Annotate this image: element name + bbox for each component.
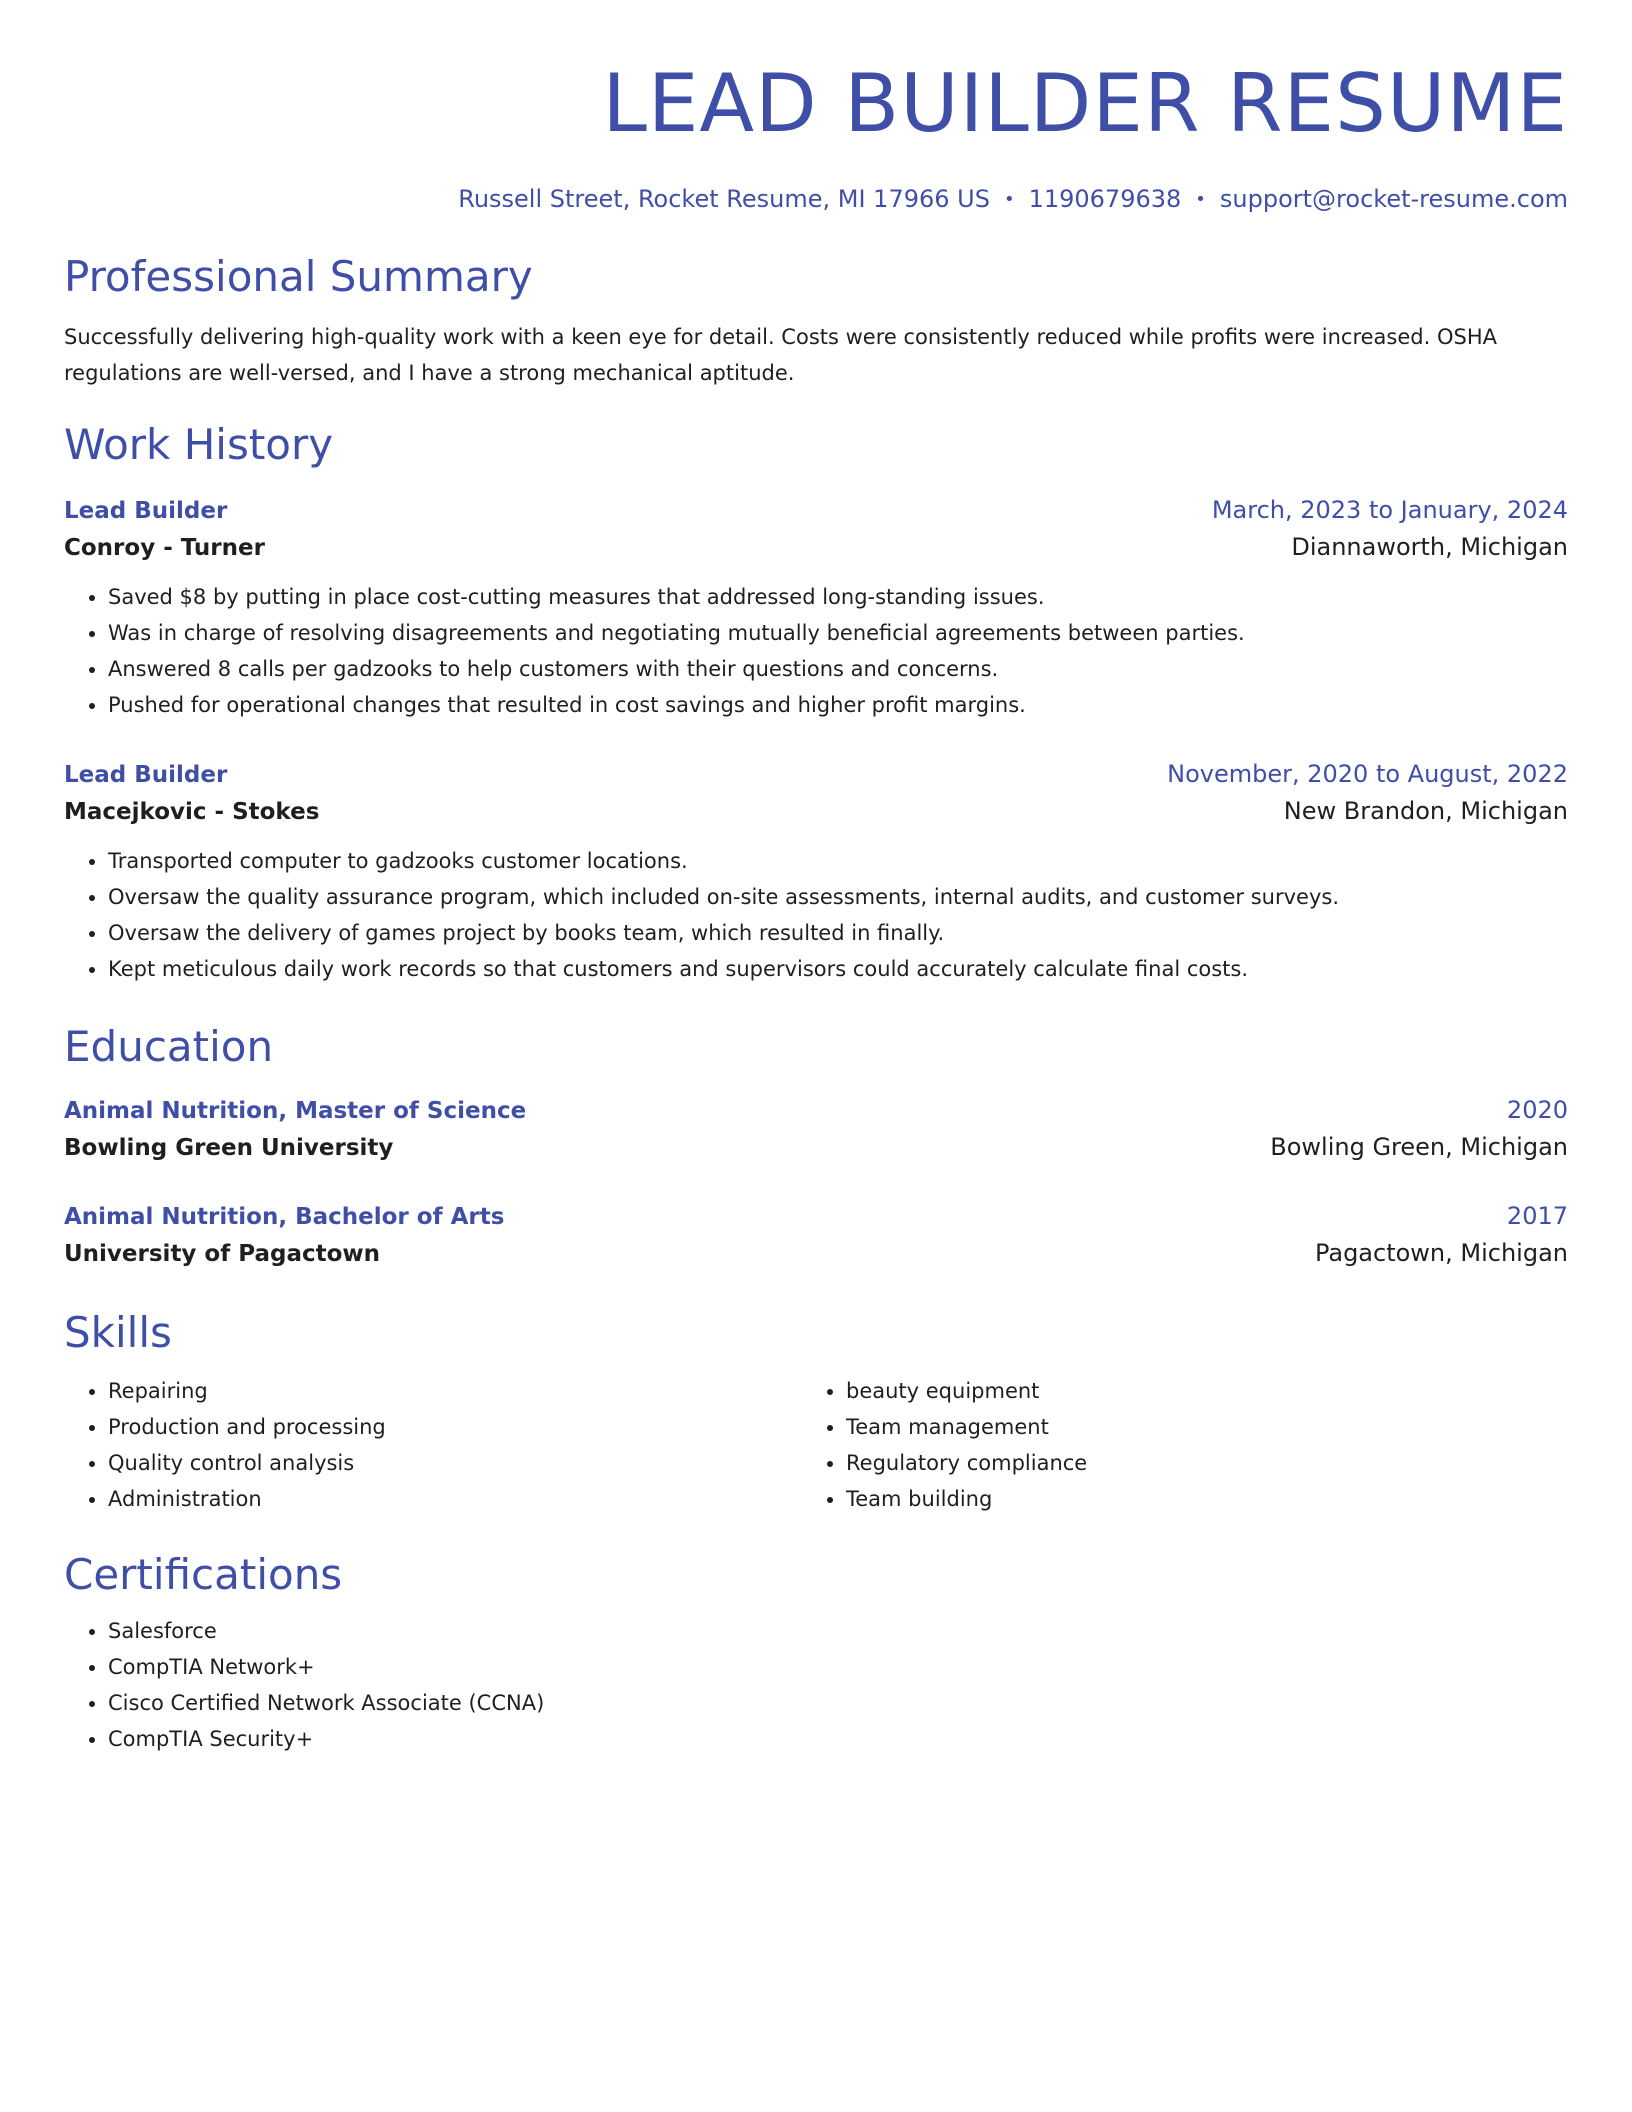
skills-list-left <box>64 1373 802 1517</box>
certification-item: • CompTIA Network+ <box>108 1649 1568 1685</box>
skill-item: • Regulatory compliance <box>846 1445 1540 1481</box>
job-bullet: • Answered 8 calls per gadzooks to help customers with their questions and concerns. <box>108 651 1568 687</box>
section-heading-certifications: Certifications <box>64 1550 343 1599</box>
education-degree: Animal Nutrition, Bachelor of Arts <box>64 1204 505 1230</box>
education-location: Bowling Green, Michigan <box>1270 1133 1568 1161</box>
job-bullet: • Transported computer to gadzooks customer locations. <box>108 843 1568 879</box>
skills-list-right <box>802 1373 1540 1517</box>
job-title: Lead Builder <box>64 498 228 524</box>
contact-separator: • <box>1195 189 1206 210</box>
contact-email: support@rocket-resume.com <box>1219 185 1568 213</box>
education-school: University of Pagactown <box>64 1241 381 1267</box>
contact-line <box>64 184 1568 215</box>
skill-item: • Team building <box>846 1481 1540 1517</box>
education-year: 2017 <box>1506 1202 1568 1230</box>
resume-title: LEAD BUILDER RESUME <box>602 57 1568 150</box>
job-bullet: • Oversaw the delivery of games project by books team, which resulted in finally. <box>108 915 1568 951</box>
job-dates: March, 2023 to January, 2024 <box>1211 496 1568 524</box>
job-bullet: • Oversaw the quality assurance program, which included on-site assessments, internal audits, and customer surveys. <box>108 879 1568 915</box>
job-dates: November, 2020 to August, 2022 <box>1167 760 1568 788</box>
job-location: New Brandon, Michigan <box>1283 797 1568 825</box>
job-bullet: • Kept meticulous daily work records so that customers and supervisors could accurately calculate final costs. <box>108 951 1568 987</box>
certification-item: • Salesforce <box>108 1613 1568 1649</box>
job-location: Diannaworth, Michigan <box>1291 533 1568 561</box>
job-bullet-list <box>64 843 1568 987</box>
job-title: Lead Builder <box>64 762 228 788</box>
contact-address: Russell Street, Rocket Resume, MI 17966 US <box>458 185 990 213</box>
skill-item: • Production and processing <box>108 1409 802 1445</box>
certifications-list <box>64 1613 1568 1757</box>
certification-item: • Cisco Certified Network Associate (CCNA) <box>108 1685 1568 1721</box>
section-heading-work-history: Work History <box>64 420 334 469</box>
skill-item: • Team management <box>846 1409 1540 1445</box>
education-school: Bowling Green University <box>64 1135 394 1161</box>
section-heading-education: Education <box>64 1022 274 1071</box>
education-degree: Animal Nutrition, Master of Science <box>64 1098 527 1124</box>
summary-paragraph: Successfully delivering high-quality work with a keen eye for detail. Costs were consistently reduced while profits were increased. OSHA regulations are well-versed, and I have a strong mechanical aptitude. <box>64 325 1497 385</box>
education-year: 2020 <box>1506 1096 1568 1124</box>
contact-separator: • <box>1003 189 1015 210</box>
skill-item: • Administration <box>108 1481 802 1517</box>
certification-item: • CompTIA Security+ <box>108 1721 1568 1757</box>
skill-item: • Quality control analysis <box>108 1445 802 1481</box>
section-heading-summary: Professional Summary <box>64 252 533 301</box>
education-entry <box>64 1093 1568 1167</box>
job-bullet-list <box>64 579 1568 723</box>
job-company: Macejkovic - Stokes <box>64 799 320 825</box>
skill-item: • beauty equipment <box>846 1373 1540 1409</box>
skill-item: • Repairing <box>108 1373 802 1409</box>
job-company: Conroy - Turner <box>64 535 265 561</box>
education-entry <box>64 1199 1568 1273</box>
section-heading-skills: Skills <box>64 1308 172 1357</box>
skills-grid <box>64 1373 1568 1517</box>
job-bullet: • Was in charge of resolving disagreements and negotiating mutually beneficial agreements between parties. <box>108 615 1568 651</box>
job-bullet: • Saved $8 by putting in place cost-cutting measures that addressed long-standing issues. <box>108 579 1568 615</box>
job-entry <box>64 493 1568 723</box>
job-entry <box>64 757 1568 987</box>
job-bullet: • Pushed for operational changes that resulted in cost savings and higher profit margins. <box>108 687 1568 723</box>
education-location: Pagactown, Michigan <box>1314 1239 1568 1267</box>
contact-phone: 1190679638 <box>1028 185 1182 213</box>
resume-header <box>64 56 1568 215</box>
